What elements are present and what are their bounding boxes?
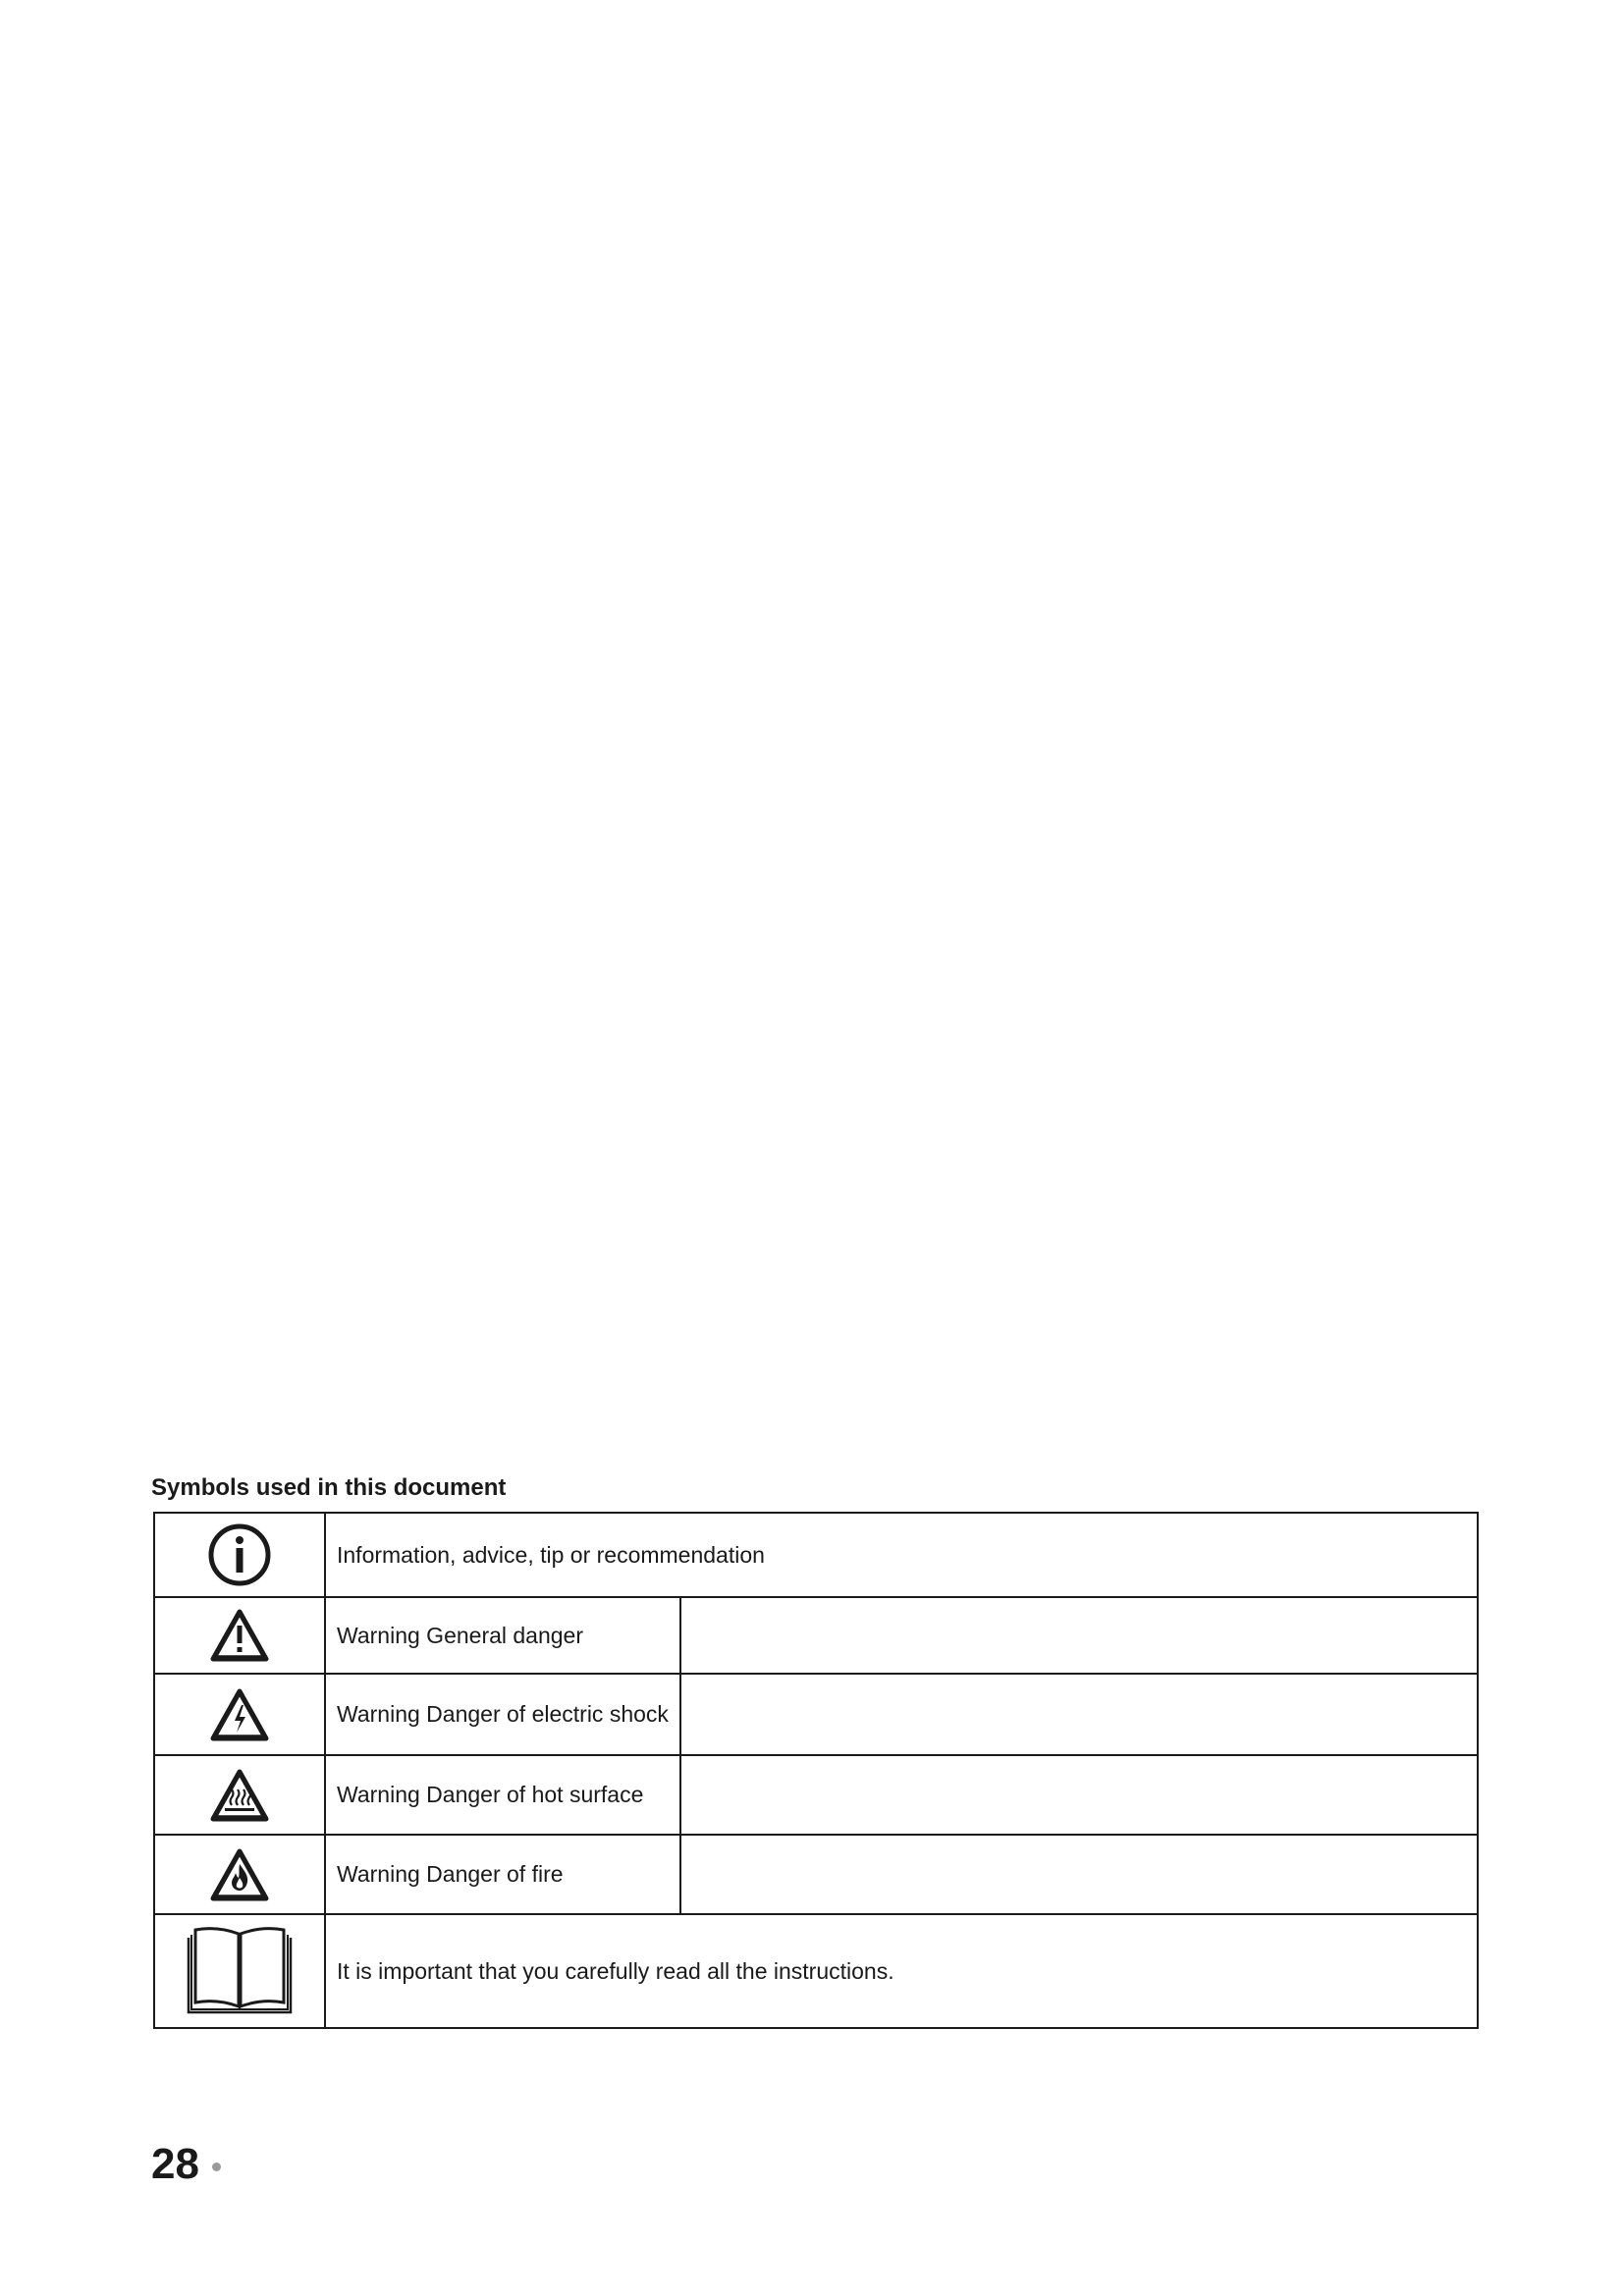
symbol-description: Warning General danger [325, 1597, 680, 1674]
symbol-icon-cell [154, 1597, 325, 1674]
symbol-icon-cell [154, 1914, 325, 2028]
empty-cell [680, 1755, 1478, 1835]
section-title: Symbols used in this document [151, 1474, 507, 1501]
warning-hot-surface-icon [209, 1768, 270, 1823]
read-manual-icon [183, 1922, 297, 2020]
symbol-description: Warning Danger of fire [325, 1835, 680, 1914]
symbol-description: Warning Danger of electric shock [325, 1674, 680, 1755]
table-row [154, 1674, 1478, 1755]
page-number: 28 [151, 2140, 199, 2188]
symbols-table [153, 1512, 1479, 2029]
info-icon [207, 1522, 272, 1587]
symbol-icon-cell [154, 1674, 325, 1755]
table-row [154, 1597, 1478, 1674]
table-row [154, 1755, 1478, 1835]
symbol-description: It is important that you carefully read all the instructions. [325, 1914, 1478, 2028]
page-dot-marker [212, 2163, 221, 2171]
symbol-description: Information, advice, tip or recommendation [325, 1513, 1478, 1597]
warning-general-icon [209, 1608, 270, 1663]
empty-cell [680, 1835, 1478, 1914]
symbol-description: Warning Danger of hot surface [325, 1755, 680, 1835]
empty-cell [680, 1597, 1478, 1674]
table-row [154, 1513, 1478, 1597]
warning-electric-icon [209, 1687, 270, 1742]
symbol-icon-cell [154, 1835, 325, 1914]
table-row [154, 1835, 1478, 1914]
warning-fire-icon [209, 1847, 270, 1902]
table-row [154, 1914, 1478, 2028]
symbol-icon-cell [154, 1755, 325, 1835]
symbol-icon-cell [154, 1513, 325, 1597]
empty-cell [680, 1674, 1478, 1755]
